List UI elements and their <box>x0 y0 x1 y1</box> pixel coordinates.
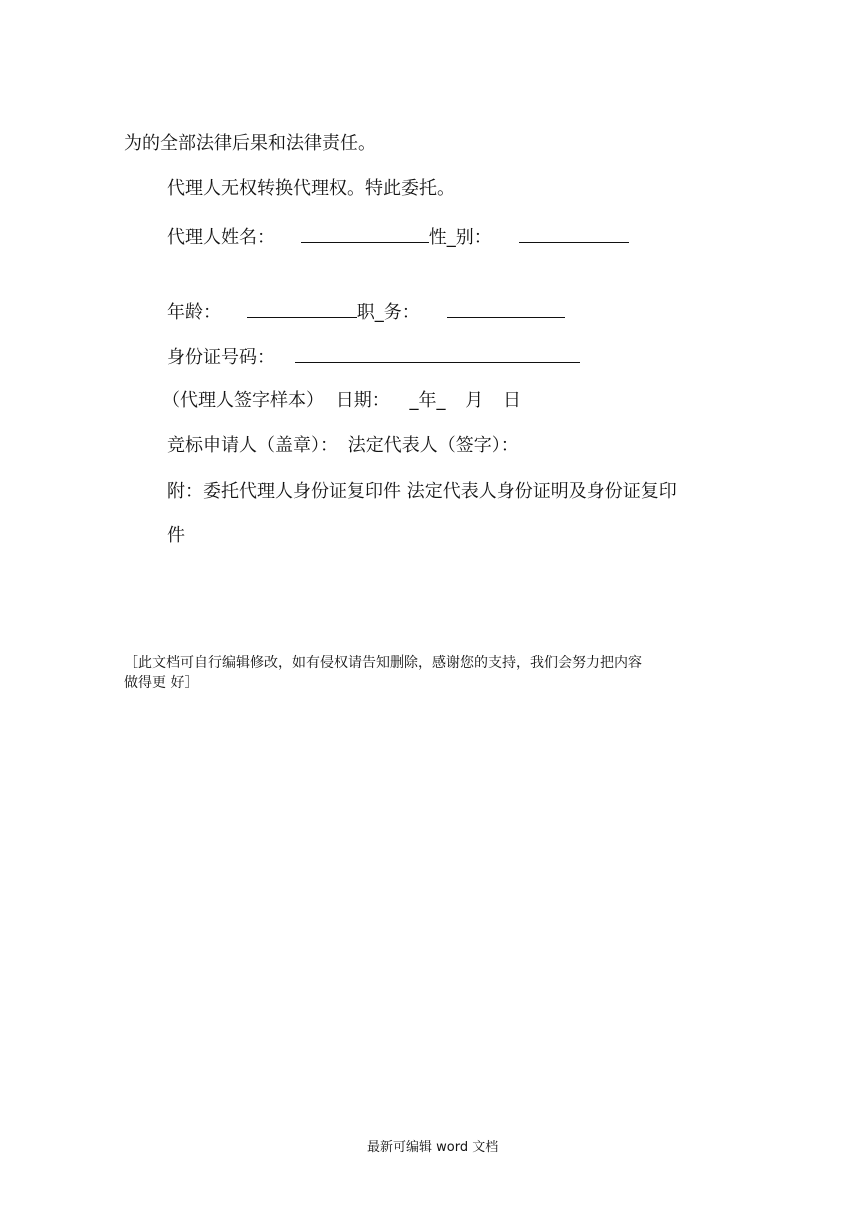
position-blank[interactable] <box>447 299 565 318</box>
name-gender-row <box>167 224 629 250</box>
id-row <box>167 344 580 370</box>
age-blank[interactable] <box>247 299 357 318</box>
id-label: 身份证号码： <box>167 347 275 368</box>
gender-label: 性_别： <box>428 227 492 248</box>
disclaimer-line-2: 做得更 好］ <box>124 675 199 691</box>
name-blank[interactable] <box>301 224 429 243</box>
id-blank[interactable] <box>295 344 580 363</box>
year-field[interactable]: _年_ <box>409 390 446 411</box>
date-label: 日期： <box>335 390 390 411</box>
signature-sample-label: （代理人签字样本） <box>162 390 324 411</box>
day-field[interactable]: 日 <box>502 390 521 411</box>
signature-date-row <box>162 389 521 413</box>
body-line-1: 为的全部法律后果和法律责任。 <box>124 133 376 154</box>
applicant-row <box>167 434 519 458</box>
disclaimer-line-1: ［此文档可自行编辑修改，如有侵权请告知删除，感谢您的支持，我们会努力把内容 <box>124 655 642 671</box>
attachment-line-1: 附：委托代理人身份证复印件 法定代表人身份证明及身份证复印 <box>167 481 677 502</box>
attachment-line-2: 件 <box>167 525 185 546</box>
age-position-row <box>167 299 565 325</box>
applicant-label: 竞标申请人（盖章）： <box>167 435 338 456</box>
position-label: 职_务： <box>356 302 420 323</box>
month-field[interactable]: 月 <box>465 390 484 411</box>
legal-rep-label: 法定代表人（签字）： <box>347 435 519 456</box>
gender-blank[interactable] <box>519 224 629 243</box>
age-label: 年龄： <box>167 302 221 323</box>
body-line-2: 代理人无权转换代理权。特此委托。 <box>167 178 455 199</box>
page-footer: 最新可编辑 word 文档 <box>367 1140 499 1155</box>
name-label: 代理人姓名： <box>167 227 275 248</box>
